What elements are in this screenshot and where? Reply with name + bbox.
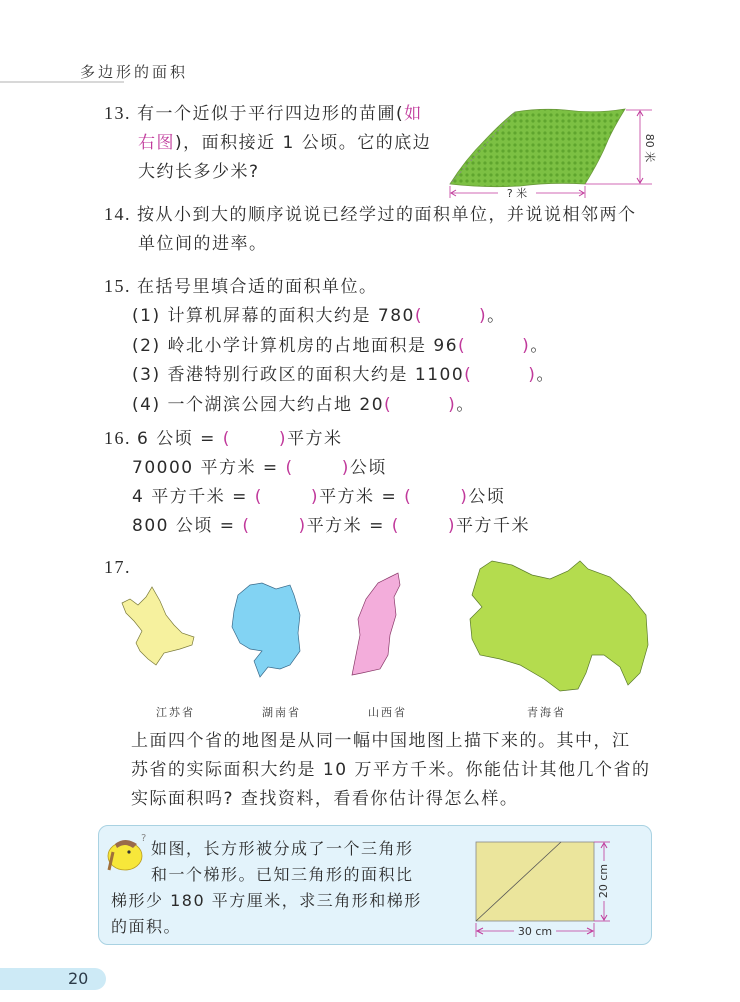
height-label: 80 米 xyxy=(643,133,656,163)
fill-item-4: (4) 一个湖滨公园大约占地 20( )。 xyxy=(132,394,475,415)
figure-reference: 如 xyxy=(404,104,423,124)
question-15 xyxy=(104,272,664,420)
question-text: 有一个近似于平行四边形的苗圃( xyxy=(137,104,405,124)
question-16: 16. 6 公顷 = ( )平方米 70000 平方米 = ( )公顷 4 平方千米 = ( )平方米 = ( )公顷 800 公顷 = ( )平方米 = ( )平方千米 xyxy=(104,428,531,536)
hunan-map xyxy=(232,583,300,677)
page-number-tab xyxy=(0,968,106,990)
header-divider xyxy=(0,81,124,83)
question-text: 单位间的进率。 xyxy=(138,234,268,254)
jiangsu-map xyxy=(122,587,194,665)
height-label: 20 cm xyxy=(597,863,610,899)
province-label: 山西省 xyxy=(368,706,407,719)
question-text: 大约长多少米? xyxy=(138,162,260,182)
question-number: 15. xyxy=(104,276,131,296)
province-label: 湖南省 xyxy=(262,706,301,719)
province-maps xyxy=(100,555,660,695)
base-label: ? 米 xyxy=(506,187,528,200)
province-label: 青海省 xyxy=(527,706,566,719)
challenge-text: 如图，长方形被分成了一个三角形 和一个梯形。已知三角形的面积比 梯形少 180 平方厘米，求三角形和梯形 的面积。 xyxy=(111,839,422,936)
width-label: 30 cm xyxy=(517,925,553,938)
fill-item-2: (2) 岭北小学计算机房的占地面积是 96( )。 xyxy=(132,335,549,356)
question-14 xyxy=(104,200,664,259)
question-number: 16. xyxy=(104,428,131,448)
question-text: 按从小到大的顺序说说已经学过的面积单位，并说说相邻两个 xyxy=(137,205,637,225)
question-17-text: 上面四个省的地图是从同一幅中国地图上描下来的。其中，江 苏省的实际面积大约是 10 万平方千米。你能估计其他几个省的 实际面积吗? 查找资料，看看你估计得怎么样。 xyxy=(131,731,651,809)
qinghai-map xyxy=(470,561,648,691)
question-text: )，面积接近 1 公顷。它的底边 xyxy=(175,133,432,153)
svg-text:?: ? xyxy=(141,833,147,844)
rectangle-diagram xyxy=(464,831,614,943)
question-number: 14. xyxy=(104,204,131,224)
question-number: 13. xyxy=(104,103,131,123)
shanxi-map xyxy=(352,573,400,675)
figure-reference: 右图 xyxy=(138,133,175,153)
fill-item-3: (3) 香港特别行政区的面积大约是 1100( )。 xyxy=(132,365,555,385)
nursery-parallelogram-figure xyxy=(440,100,660,200)
fill-item-1: (1) 计算机屏幕的面积大约是 780( )。 xyxy=(132,306,506,326)
province-label: 江苏省 xyxy=(156,706,195,719)
thinking-challenge-box xyxy=(98,825,652,945)
question-number: 17. xyxy=(104,557,131,577)
chapter-title: 多边形的面积 xyxy=(80,63,189,81)
question-13 xyxy=(104,99,434,187)
page-number: 20 xyxy=(68,969,89,988)
question-text: 在括号里填合适的面积单位。 xyxy=(137,277,378,297)
